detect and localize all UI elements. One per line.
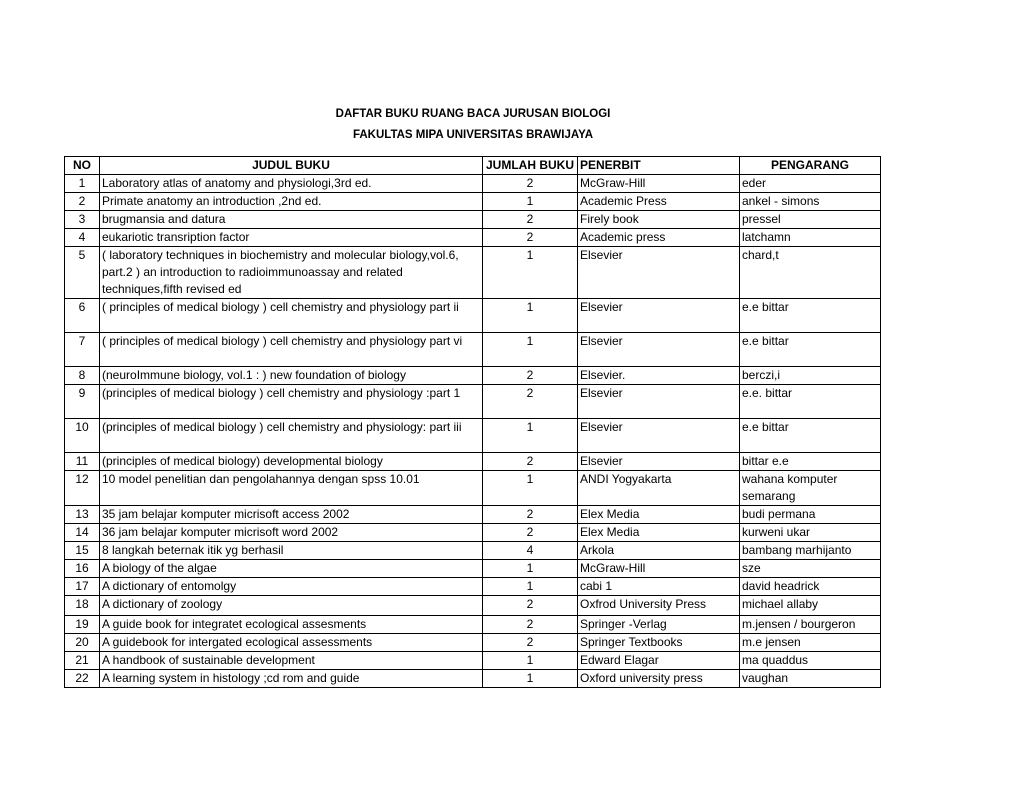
book-quantity: 1 — [483, 670, 578, 688]
book-publisher: Elsevier — [578, 453, 740, 471]
book-title: A guidebook for intergated ecological assessments — [100, 634, 483, 652]
book-title: eukariotic transription factor — [100, 229, 483, 247]
table-row — [65, 616, 881, 634]
book-publisher: Academic press — [578, 229, 740, 247]
book-publisher: Elsevier — [578, 385, 740, 419]
row-number: 8 — [65, 367, 100, 385]
column-header-author: PENGARANG — [740, 157, 881, 175]
column-header-title: JUDUL BUKU — [100, 157, 483, 175]
table-row — [65, 453, 881, 471]
table-row — [65, 506, 881, 524]
table-row — [65, 367, 881, 385]
table-row — [65, 542, 881, 560]
book-title: ( laboratory techniques in biochemistry and molecular biology,vol.6, part.2 ) an introduction to radioimmunoassay and related techniques,fifth revised ed — [100, 247, 483, 299]
book-title: 8 langkah beternak itik yg berhasil — [100, 542, 483, 560]
book-title: A guide book for integratet ecological assesments — [100, 616, 483, 634]
row-number: 20 — [65, 634, 100, 652]
book-author: kurweni ukar — [740, 524, 881, 542]
book-list-table — [64, 156, 881, 688]
book-author: pressel — [740, 211, 881, 229]
book-title: A dictionary of zoology — [100, 596, 483, 616]
table-row — [65, 524, 881, 542]
book-author: eder — [740, 175, 881, 193]
book-publisher: Academic Press — [578, 193, 740, 211]
row-number: 4 — [65, 229, 100, 247]
column-header-quantity: JUMLAH BUKU — [483, 157, 578, 175]
table-body — [65, 175, 881, 688]
book-author: berczi,i — [740, 367, 881, 385]
table-row — [65, 385, 881, 419]
book-author: m.e jensen — [740, 634, 881, 652]
book-publisher: Elsevier. — [578, 367, 740, 385]
table-row — [65, 333, 881, 367]
book-quantity: 2 — [483, 453, 578, 471]
row-number: 2 — [65, 193, 100, 211]
book-quantity: 2 — [483, 385, 578, 419]
table-row — [65, 229, 881, 247]
row-number: 1 — [65, 175, 100, 193]
table-row — [65, 193, 881, 211]
book-quantity: 2 — [483, 367, 578, 385]
book-title: brugmansia and datura — [100, 211, 483, 229]
row-number: 9 — [65, 385, 100, 419]
book-publisher: Springer -Verlag — [578, 616, 740, 634]
book-quantity: 1 — [483, 471, 578, 506]
row-number: 7 — [65, 333, 100, 367]
row-number: 17 — [65, 578, 100, 596]
book-author: e.e bittar — [740, 333, 881, 367]
table-row — [65, 299, 881, 333]
book-author: ma quaddus — [740, 652, 881, 670]
book-publisher: cabi 1 — [578, 578, 740, 596]
row-number: 5 — [65, 247, 100, 299]
book-title: ( principles of medical biology ) cell chemistry and physiology part vi — [100, 333, 483, 367]
book-quantity: 1 — [483, 333, 578, 367]
book-title: Primate anatomy an introduction ,2nd ed. — [100, 193, 483, 211]
book-author: latchamn — [740, 229, 881, 247]
book-publisher: Elex Media — [578, 524, 740, 542]
row-number: 15 — [65, 542, 100, 560]
book-quantity: 2 — [483, 211, 578, 229]
document-subtitle: FAKULTAS MIPA UNIVERSITAS BRAWIJAYA — [352, 129, 594, 141]
book-quantity: 2 — [483, 524, 578, 542]
book-quantity: 1 — [483, 652, 578, 670]
row-number: 18 — [65, 596, 100, 616]
book-publisher: Elsevier — [578, 299, 740, 333]
book-publisher: Oxfrod University Press — [578, 596, 740, 616]
book-publisher: Oxford university press — [578, 670, 740, 688]
book-title: 35 jam belajar komputer micrisoft access 2002 — [100, 506, 483, 524]
row-number: 14 — [65, 524, 100, 542]
book-title: 10 model penelitian dan pengolahannya dengan spss 10.01 — [100, 471, 483, 506]
document-title: DAFTAR BUKU RUANG BACA JURUSAN BIOLOGI — [335, 108, 611, 120]
table-row — [65, 634, 881, 652]
book-title: (principles of medical biology ) cell chemistry and physiology :part 1 — [100, 385, 483, 419]
row-number: 12 — [65, 471, 100, 506]
book-quantity: 1 — [483, 419, 578, 453]
book-author: budi permana — [740, 506, 881, 524]
book-author: wahana komputer semarang — [740, 471, 881, 506]
document-header — [0, 104, 946, 146]
column-header-publisher: PENERBIT — [578, 157, 740, 175]
book-publisher: Firely book — [578, 211, 740, 229]
book-author: e.e. bittar — [740, 385, 881, 419]
row-number: 10 — [65, 419, 100, 453]
row-number: 3 — [65, 211, 100, 229]
book-title: A dictionary of entomolgy — [100, 578, 483, 596]
book-author: vaughan — [740, 670, 881, 688]
book-author: chard,t — [740, 247, 881, 299]
book-author: michael allaby — [740, 596, 881, 616]
row-number: 21 — [65, 652, 100, 670]
table-row — [65, 419, 881, 453]
book-quantity: 1 — [483, 299, 578, 333]
book-author: ankel - simons — [740, 193, 881, 211]
book-title: A learning system in histology ;cd rom and guide — [100, 670, 483, 688]
book-quantity: 2 — [483, 175, 578, 193]
book-quantity: 2 — [483, 634, 578, 652]
table-row — [65, 211, 881, 229]
book-publisher: Arkola — [578, 542, 740, 560]
table-row — [65, 471, 881, 506]
table-row — [65, 670, 881, 688]
book-publisher: ANDI Yogyakarta — [578, 471, 740, 506]
book-title: A biology of the algae — [100, 560, 483, 578]
book-author: bittar e.e — [740, 453, 881, 471]
book-title: ( principles of medical biology ) cell chemistry and physiology part ii — [100, 299, 483, 333]
table-row — [65, 175, 881, 193]
book-publisher: McGraw-Hill — [578, 560, 740, 578]
table-row — [65, 578, 881, 596]
book-quantity: 2 — [483, 616, 578, 634]
table-row — [65, 247, 881, 299]
book-title: Laboratory atlas of anatomy and physiologi,3rd ed. — [100, 175, 483, 193]
book-publisher: Elsevier — [578, 419, 740, 453]
book-quantity: 1 — [483, 560, 578, 578]
book-author: e.e bittar — [740, 299, 881, 333]
book-title: 36 jam belajar komputer micrisoft word 2002 — [100, 524, 483, 542]
book-author: sze — [740, 560, 881, 578]
table-row — [65, 596, 881, 616]
book-title: (neuroImmune biology, vol.1 : ) new foundation of biology — [100, 367, 483, 385]
book-author: e.e bittar — [740, 419, 881, 453]
book-publisher: Elsevier — [578, 333, 740, 367]
book-quantity: 2 — [483, 596, 578, 616]
row-number: 11 — [65, 453, 100, 471]
row-number: 16 — [65, 560, 100, 578]
table-row — [65, 652, 881, 670]
column-header-no: NO — [65, 157, 100, 175]
book-publisher: Elex Media — [578, 506, 740, 524]
book-publisher: Edward Elagar — [578, 652, 740, 670]
book-author: david headrick — [740, 578, 881, 596]
row-number: 6 — [65, 299, 100, 333]
book-publisher: Springer Textbooks — [578, 634, 740, 652]
book-quantity: 1 — [483, 193, 578, 211]
row-number: 13 — [65, 506, 100, 524]
book-quantity: 1 — [483, 578, 578, 596]
table-row — [65, 560, 881, 578]
book-publisher: McGraw-Hill — [578, 175, 740, 193]
book-title: A handbook of sustainable development — [100, 652, 483, 670]
book-title: (principles of medical biology ) cell chemistry and physiology: part iii — [100, 419, 483, 453]
book-quantity: 1 — [483, 247, 578, 299]
book-quantity: 4 — [483, 542, 578, 560]
row-number: 19 — [65, 616, 100, 634]
book-publisher: Elsevier — [578, 247, 740, 299]
book-quantity: 2 — [483, 229, 578, 247]
table-header-row — [65, 157, 881, 175]
book-title: (principles of medical biology) developmental biology — [100, 453, 483, 471]
row-number: 22 — [65, 670, 100, 688]
book-quantity: 2 — [483, 506, 578, 524]
book-author: bambang marhijanto — [740, 542, 881, 560]
book-author: m.jensen / bourgeron — [740, 616, 881, 634]
